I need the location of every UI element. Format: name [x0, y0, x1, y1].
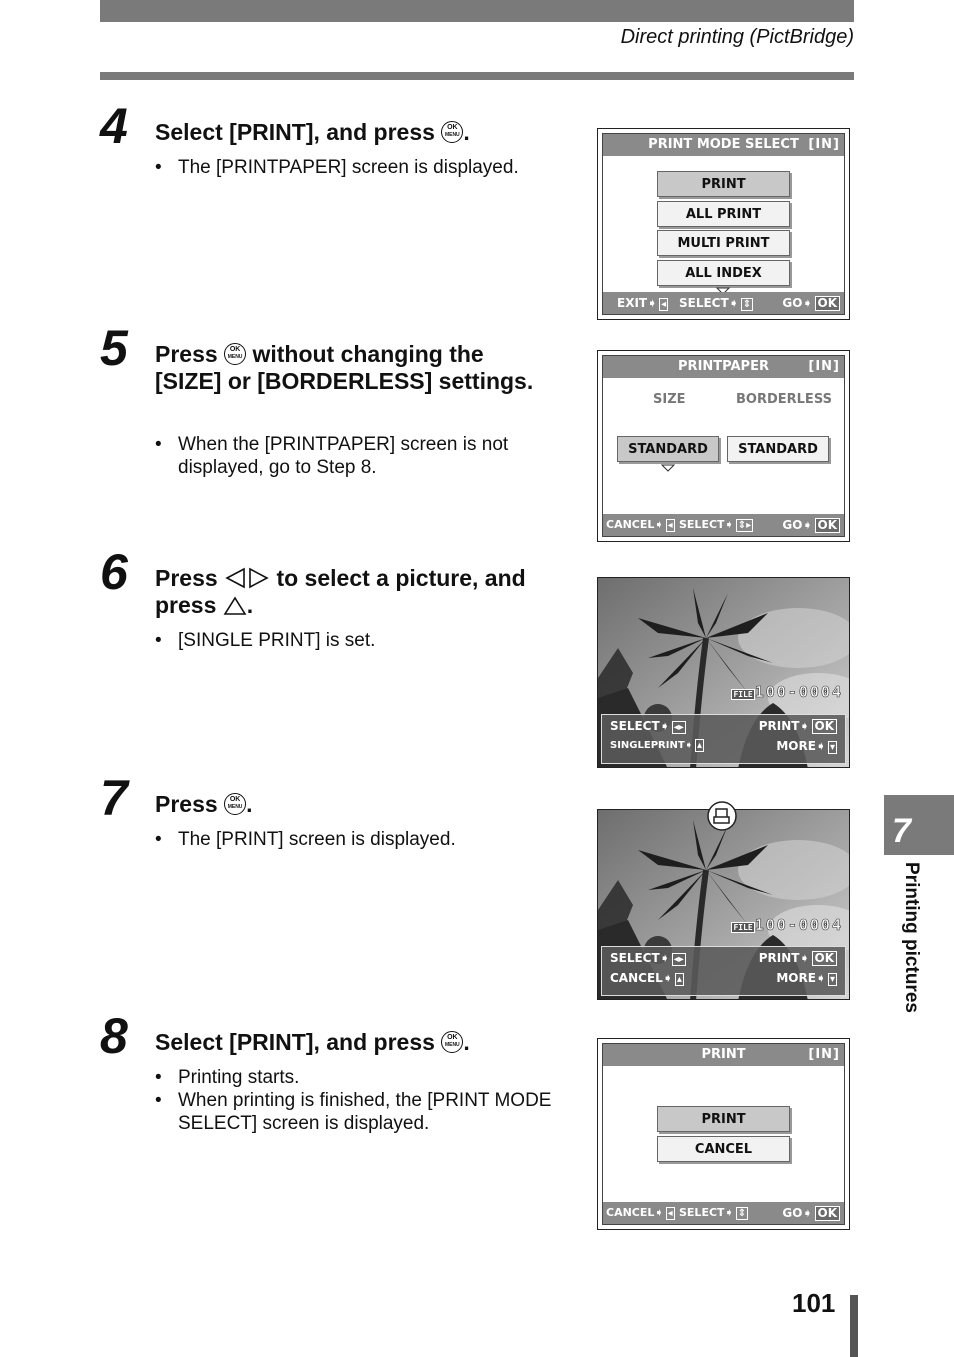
- footer-go: GO➧ OK: [782, 292, 840, 314]
- up-key-icon: ▴: [697, 740, 703, 751]
- left-key-icon: ◂: [661, 299, 667, 310]
- scroll-down-indicator-icon: [661, 464, 675, 472]
- printpaper-screen: [597, 350, 850, 542]
- down-key-icon: ▾: [829, 974, 835, 985]
- bullet-item: • When printing is finished, the [PRINT MODE SELECT] screen is displayed.: [155, 1089, 555, 1135]
- bullet-item: • The [PRINTPAPER] screen is displayed.: [155, 156, 555, 179]
- step-5-heading: Press OK MENU without changing the [SIZE] or [BORDERLESS] settings.: [155, 341, 555, 395]
- print-confirm-photo-screen: [597, 809, 850, 1000]
- page-number: 101: [792, 1288, 836, 1318]
- ok-menu-button-icon: [224, 343, 246, 365]
- step-number-8: 8: [100, 1008, 128, 1064]
- single-print-photo-screen: [597, 577, 850, 768]
- panel-more: MORE➧ ▾: [776, 739, 835, 753]
- ok-key-icon: OK: [815, 1206, 841, 1221]
- ok-menu-button-icon: [224, 793, 246, 815]
- footer-cancel: CANCEL➧ ◂: [606, 518, 673, 531]
- footer-go: GO➧ OK: [782, 514, 840, 536]
- footer-select: SELECT➧ ⇕▸: [679, 518, 752, 531]
- step-6-heading: Press to select a picture, and press .: [155, 565, 526, 618]
- print-mode-select-screen: [597, 128, 850, 320]
- photo-control-panel: [601, 946, 846, 996]
- panel-select: SELECT➧ ◂▸: [610, 719, 684, 733]
- footer-go: GO➧ OK: [782, 1202, 840, 1224]
- four-way-key-icon: ⇕▸: [737, 520, 752, 531]
- left-right-key-icon: ◂▸: [673, 722, 684, 733]
- footer-cancel: CANCEL➧ ◂: [606, 1206, 673, 1219]
- bullet-item: • When the [PRINTPAPER] screen is not displayed, go to Step 8.: [155, 433, 555, 479]
- bullet-item: • [SINGLE PRINT] is set.: [155, 629, 555, 652]
- panel-singleprint: SINGLEPRINT➧ ▴: [610, 740, 703, 751]
- screen-footer: [603, 514, 844, 536]
- step-7-heading: Press OK MENU .: [155, 791, 555, 818]
- step-7-bullets: [155, 828, 555, 851]
- page-number-bar: [850, 1295, 858, 1357]
- left-key-icon: ◂: [667, 520, 673, 531]
- down-key-icon: ▾: [829, 742, 835, 753]
- left-right-arrows-icon: [224, 567, 270, 589]
- internal-memory-badge: [IN]: [808, 137, 840, 152]
- size-select[interactable]: STANDARD: [617, 436, 719, 462]
- panel-cancel: CANCEL➧ ▴: [610, 971, 682, 985]
- section-title: Direct printing (PictBridge): [620, 26, 854, 48]
- footer-select: SELECT➧ ⇕: [679, 296, 752, 310]
- step-6-bullets: [155, 629, 555, 652]
- chapter-number: 7: [892, 812, 911, 850]
- photo-frame: [598, 810, 849, 999]
- screen-footer: [603, 292, 844, 314]
- photo-control-panel: [601, 714, 846, 764]
- step-4-bullets: [155, 156, 555, 179]
- up-down-key-icon: ⇕: [737, 1208, 747, 1219]
- screen-title: PRINT MODE SELECT [IN]: [603, 134, 844, 156]
- left-right-key-icon: ◂▸: [673, 954, 684, 965]
- bullet-item: • The [PRINT] screen is displayed.: [155, 828, 555, 851]
- step-8-heading: Select [PRINT], and press OK MENU .: [155, 1029, 555, 1056]
- up-down-key-icon: ⇕: [742, 299, 752, 310]
- step-number-4: 4: [100, 98, 128, 154]
- menu-item-cancel[interactable]: CANCEL: [657, 1136, 790, 1162]
- size-label: SIZE: [653, 392, 686, 407]
- up-arrow-icon: [223, 596, 247, 616]
- menu-item-all-index[interactable]: ALL INDEX: [657, 260, 790, 286]
- ok-menu-button-icon: [441, 121, 463, 143]
- step-5-bullets: [155, 433, 555, 479]
- panel-print: PRINT➧ OK: [759, 951, 837, 966]
- print-reservation-icon: [706, 800, 738, 832]
- panel-select: SELECT➧ ◂▸: [610, 951, 684, 965]
- panel-print: PRINT➧ OK: [759, 719, 837, 734]
- ok-key-icon: OK: [812, 951, 838, 966]
- file-number: FILE 100-0004: [733, 916, 843, 934]
- step-8-bullets: [155, 1066, 555, 1135]
- header-rule: [100, 72, 854, 80]
- file-icon: FILE: [733, 923, 753, 932]
- footer-select: SELECT➧ ⇕: [679, 1206, 747, 1219]
- footer-exit: EXIT➧ ◂: [617, 296, 667, 310]
- step-4-heading: Select [PRINT], and press OK MENU .: [155, 119, 555, 146]
- up-key-icon: ▴: [676, 974, 682, 985]
- menu-item-print[interactable]: PRINT: [657, 171, 790, 197]
- left-key-icon: ◂: [667, 1208, 673, 1219]
- step-number-6: 6: [100, 544, 128, 600]
- ok-key-icon: OK: [812, 719, 838, 734]
- ok-menu-button-icon: [441, 1031, 463, 1053]
- screen-title: PRINTPAPER [IN]: [603, 356, 844, 378]
- ok-key-icon: OK: [815, 518, 841, 533]
- menu-item-all-print[interactable]: ALL PRINT: [657, 201, 790, 227]
- panel-more: MORE➧ ▾: [776, 971, 835, 985]
- step-number-7: 7: [100, 770, 128, 826]
- step-number-5: 5: [100, 320, 128, 376]
- print-screen: [597, 1038, 850, 1230]
- borderless-label: BORDERLESS: [736, 392, 832, 407]
- bullet-item: • Printing starts.: [155, 1066, 555, 1089]
- file-number: FILE 100-0004: [733, 683, 843, 701]
- screen-title: PRINT [IN]: [603, 1044, 844, 1066]
- chapter-label: Printing pictures: [901, 862, 922, 1013]
- borderless-select[interactable]: STANDARD: [727, 436, 829, 462]
- internal-memory-badge: [IN]: [808, 359, 840, 374]
- header-bar: [100, 0, 854, 22]
- menu-item-multi-print[interactable]: MULTI PRINT: [657, 230, 790, 256]
- menu-item-print[interactable]: PRINT: [657, 1106, 790, 1132]
- screen-footer: [603, 1202, 844, 1224]
- file-icon: FILE: [733, 690, 753, 699]
- ok-key-icon: OK: [815, 296, 841, 311]
- internal-memory-badge: [IN]: [808, 1047, 840, 1062]
